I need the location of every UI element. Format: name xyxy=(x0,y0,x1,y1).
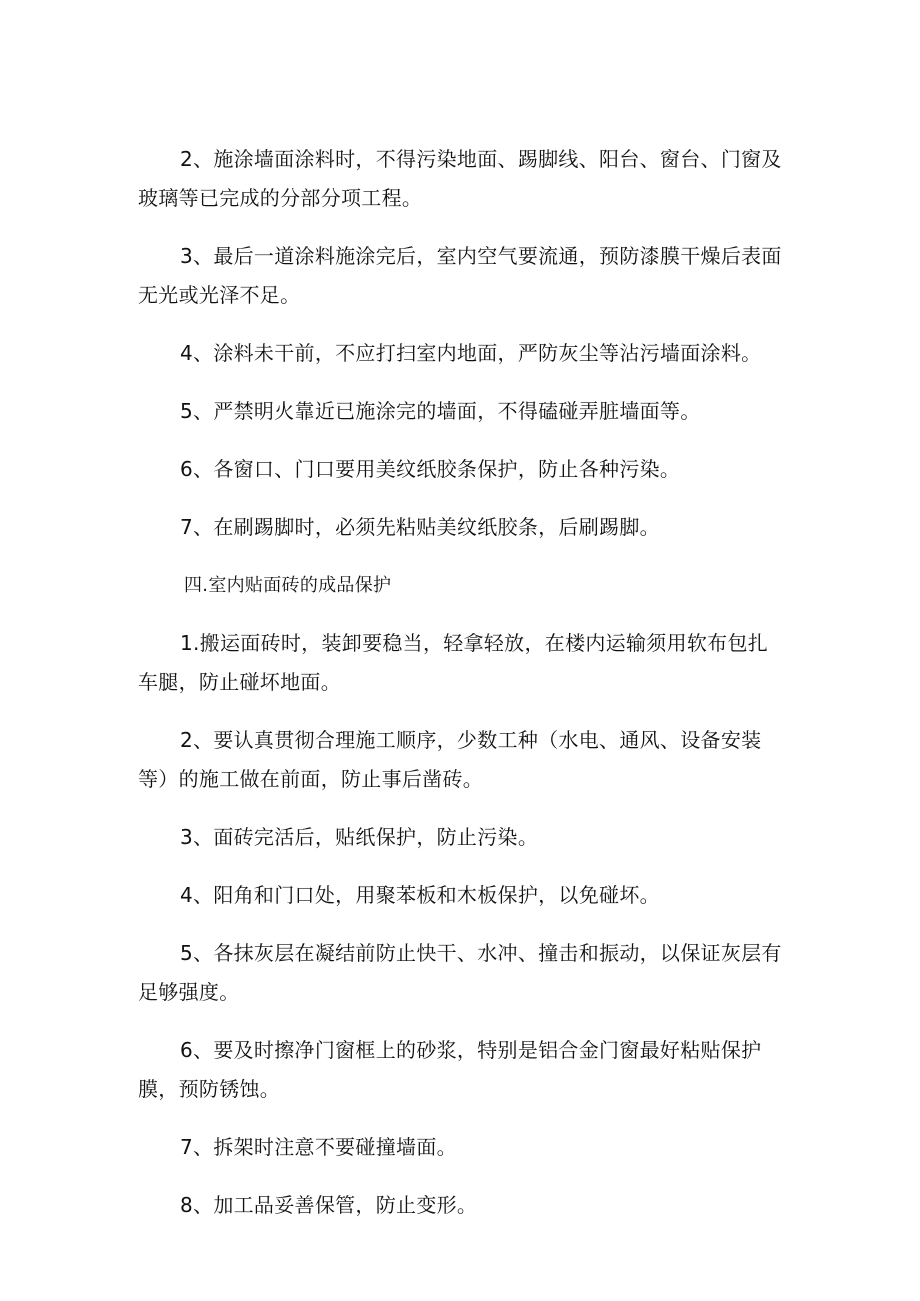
paragraph-item-3-ventilation: 3、最后一道涂料施涂完后，室内空气要流通，预防漆膜干燥后表面无光或光泽不足。 xyxy=(138,244,782,307)
paragraph-item-6-tape-protection: 6、各窗口、门口要用美纹纸胶条保护，防止各种污染。 xyxy=(180,457,681,481)
paragraph-tile-item-7: 7、拆架时注意不要碰撞墙面。 xyxy=(180,1135,457,1159)
paragraph-item-5-fire-safety: 5、严禁明火靠近已施涂完的墙面，不得磕碰弄脏墙面等。 xyxy=(180,399,701,423)
paragraph-item-7-baseboard: 7、在刷踢脚时，必须先粘贴美纹纸胶条，后刷踢脚。 xyxy=(180,515,660,539)
section-heading-tile-protection: 四.室内贴面砖的成品保护 xyxy=(184,575,392,596)
paragraph-tile-item-6: 6、要及时擦净门窗框上的砂浆，特别是铝合金门窗最好粘贴保护膜，预防锈蚀。 xyxy=(138,1038,762,1101)
paragraph-tile-item-4: 4、阳角和门口处，用聚苯板和木板保护，以免碰坏。 xyxy=(180,883,660,907)
paragraph-tile-item-8: 8、加工品妥善保管，防止变形。 xyxy=(180,1193,478,1217)
document-body xyxy=(138,140,788,1244)
paragraph-tile-item-5: 5、各抹灰层在凝结前防止快干、水冲、撞击和振动，以保证灰层有足够强度。 xyxy=(138,941,782,1004)
paragraph-tile-item-3: 3、面砖完活后，贴纸保护，防止污染。 xyxy=(180,825,539,849)
paragraph-item-2-coating: 2、施涂墙面涂料时，不得污染地面、踢脚线、阳台、窗台、门窗及玻璃等已完成的分部分项工程。 xyxy=(138,147,782,210)
paragraph-item-4-floor-cleaning: 4、涂料未干前，不应打扫室内地面，严防灰尘等沾污墙面涂料。 xyxy=(180,341,762,365)
paragraph-tile-item-2: 2、要认真贯彻合理施工顺序，少数工种（水电、通风、设备安装等）的施工做在前面，防止事后凿砖。 xyxy=(138,728,762,791)
paragraph-tile-item-1: 1.搬运面砖时，装卸要稳当，轻拿轻放，在楼内运输须用软布包扎车腿，防止碰坏地面。 xyxy=(138,631,769,694)
